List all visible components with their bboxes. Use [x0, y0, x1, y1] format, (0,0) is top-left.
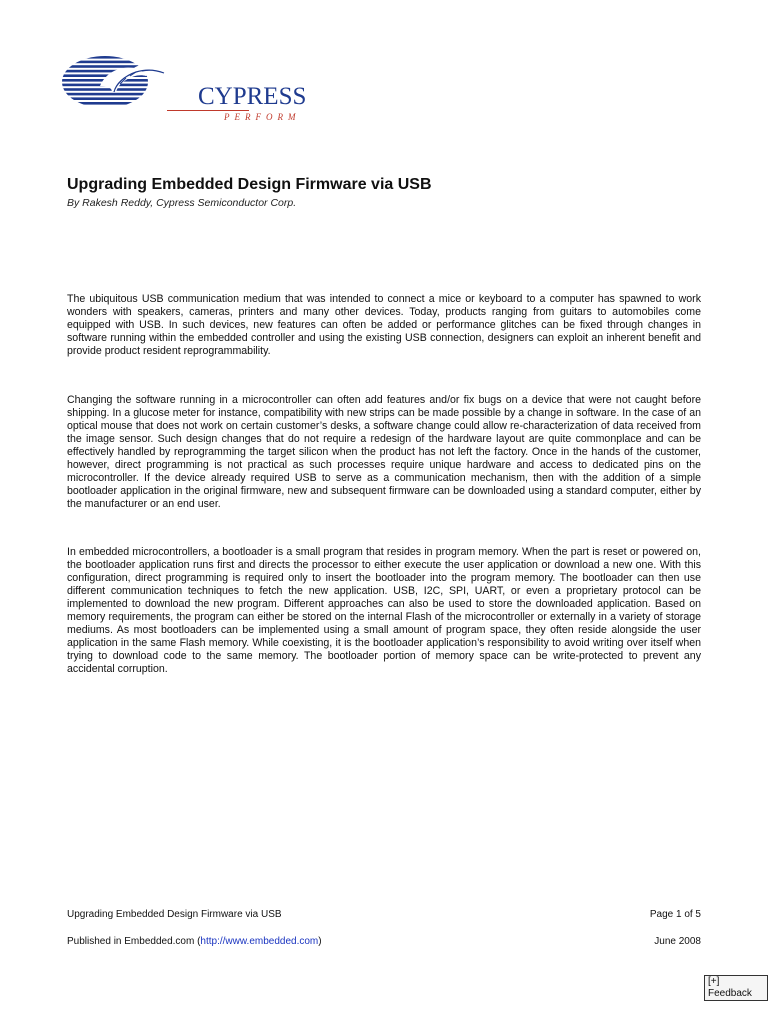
footer-published: [67, 936, 322, 948]
article-title: Upgrading Embedded Design Firmware via USB: [67, 176, 432, 193]
footer-publish-row: [67, 936, 701, 948]
article-byline: By Rakesh Reddy, Cypress Semiconductor Corp.: [67, 197, 297, 209]
feedback-button[interactable]: [+] Feedback: [704, 975, 768, 1001]
footer-date: June 2008: [654, 936, 701, 947]
cypress-logo: [60, 52, 307, 128]
logo-wordmark: CYPRESS: [198, 83, 307, 110]
cypress-tree-emblem-icon: [60, 52, 180, 128]
embedded-link[interactable]: http://www.embedded.com: [200, 936, 319, 947]
footer-doc-title: Upgrading Embedded Design Firmware via USB: [67, 909, 282, 920]
paragraph-3: In embedded microcontrollers, a bootloader is a small program that resides in program memory. When the part is reset or powered on, the bootloader application runs first and directs the processor to either execute the user application or download a new one. With this configuration, direct programming is required only to insert the bootloader into the program memory. The bootloader can then use different communication techniques to fetch the new application. USB, I2C, SPI, UART, or even a proprietary protocol can be implemented to download the new program. Different approaches can also be used to store the downloaded application. Based on memory requirements, the program can either be stored on the internal Flash of the microcontroller or externally in a variety of storage mediums. As most bootloaders can be implemented using a small amount of program space, they often reside alongside the user application in the same Flash memory. While coexisting, it is the bootloader application’s responsibility to avoid writing over itself when trying to download code to the same memory. The bootloader portion of memory space can be write-protected to prevent any accidental corruption.: [67, 546, 701, 675]
footer-page-number: Page 1 of 5: [649, 909, 701, 920]
paragraph-2: Changing the software running in a microcontroller can often add features and/or fix bugs on a device that were not caught before shipping. In a glucose meter for instance, compatibility with new strips can be made possible by a change in software. In the case of an optical mouse that does not work on certain customer’s desks, a software change could allow re-characterization of data received from the image sensor. Such design changes that do not require a redesign of the hardware layout are quite commonplace and can be effectively handled by reprogramming the target silicon when the product has not left the factory. Once in the hands of the customer, however, direct programming is not practical as such processes require unique hardware and access to dedicated pins on the microcontroller. If the device already required USB to serve as a communication mechanism, then with the addition of a simple bootloader application in the original firmware, new and subsequent firmware can be downloaded using a standard computer, either by the manufacturer or an end user.: [67, 394, 701, 510]
logo-divider: [167, 110, 249, 111]
footer-title-row: [67, 909, 701, 921]
logo-tagline: PERFORM: [224, 112, 301, 122]
published-suffix: ): [318, 936, 322, 947]
paragraph-1: The ubiquitous USB communication medium that was intended to connect a mice or keyboard to a computer has spawned to work wonders with speakers, cameras, printers and many other devices. Today, products ranging from guitars to automobiles come equipped with USB. In such devices, new features can often be added or performance glitches can be fixed through changes in software running within the embedded controller and using the existing USB connection, designers can exploit an inherent benefit and provide product resident reprogrammability.: [67, 293, 701, 357]
published-prefix: Published in Embedded.com (: [67, 936, 201, 947]
